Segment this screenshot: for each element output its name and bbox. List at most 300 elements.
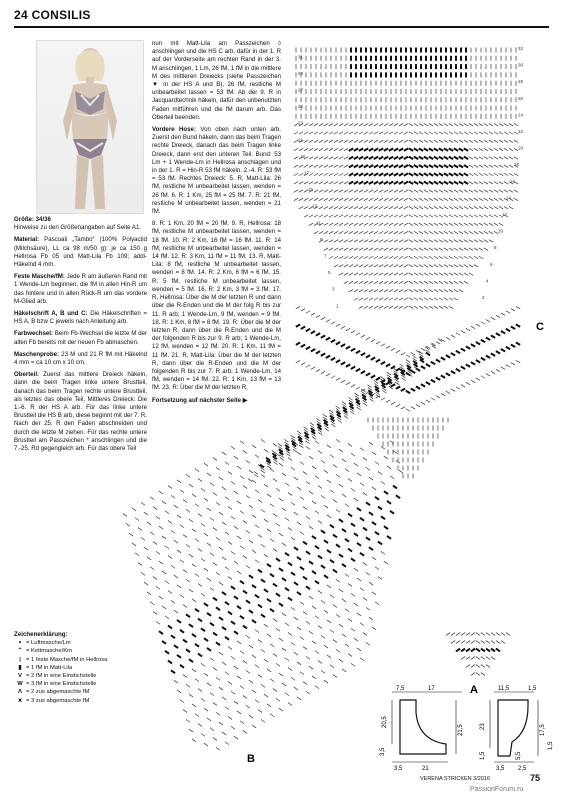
stitch-mark <box>358 181 363 185</box>
stitch-mark <box>129 533 133 536</box>
stitch-mark <box>281 577 286 582</box>
stitch-mark <box>153 612 157 615</box>
stitch-mark <box>192 529 196 532</box>
stitch-mark <box>489 240 493 243</box>
stitch-mark <box>305 438 309 441</box>
stitch-mark <box>459 215 463 218</box>
stitch-mark <box>389 231 393 234</box>
stitch-mark <box>335 544 340 549</box>
stitch-mark <box>252 480 256 483</box>
stitch-mark <box>494 198 498 201</box>
stitch-mark <box>374 289 378 292</box>
stitch-mark <box>299 182 303 185</box>
stitch-mark <box>393 181 398 185</box>
stitch-mark <box>454 273 458 276</box>
stitch-mark <box>264 659 268 662</box>
stitch-mark <box>466 328 470 331</box>
stitch-mark <box>351 628 355 631</box>
stitch-mark <box>484 173 488 176</box>
stitch-mark <box>366 467 370 470</box>
stitch-mark <box>246 495 250 498</box>
stitch-mark <box>499 190 503 193</box>
stitch-mark <box>409 215 413 218</box>
stitch-mark <box>285 518 289 521</box>
stitch-mark <box>304 430 308 433</box>
stitch-mark <box>450 72 452 77</box>
stitch-mark <box>320 334 325 338</box>
stitch-mark <box>344 273 348 276</box>
stitch-mark <box>405 64 407 69</box>
stitch-mark <box>438 164 443 168</box>
stitch-mark <box>495 332 500 336</box>
stitch-mark <box>291 467 295 470</box>
stitch-mark <box>195 679 199 682</box>
stitch-mark <box>318 486 322 489</box>
stitch-mark <box>403 181 408 185</box>
stitch-mark <box>370 56 372 61</box>
stitch-mark <box>465 72 467 77</box>
stitch-mark <box>500 348 505 352</box>
stitch-mark <box>418 156 423 160</box>
stitch-mark <box>439 265 443 268</box>
stitch-mark <box>393 156 398 160</box>
stitch-mark <box>390 56 392 61</box>
stitch-mark <box>433 147 438 151</box>
stitch-mark <box>197 653 202 658</box>
stitch-mark <box>374 248 378 251</box>
stitch-mark <box>339 240 343 243</box>
stitch-mark <box>414 265 418 268</box>
stitch-mark <box>420 383 425 387</box>
stitch-mark <box>174 610 178 613</box>
legend-item: ⩙ = 3 zus abgemaschte fM <box>14 697 154 705</box>
stitch-mark <box>365 372 370 376</box>
stitch-mark <box>360 623 364 626</box>
stitch-mark <box>353 181 358 185</box>
stitch-mark <box>359 298 363 301</box>
stitch-mark <box>366 337 370 340</box>
stitch-mark <box>276 663 280 666</box>
stitch-mark <box>496 641 500 644</box>
stitch-mark <box>319 123 323 126</box>
stitch-mark <box>359 223 363 226</box>
stitch-mark <box>336 579 340 582</box>
stitch-mark <box>374 531 379 536</box>
stitch-mark <box>404 248 408 251</box>
stitch-mark <box>419 273 423 276</box>
stitch-mark <box>179 664 184 669</box>
stitch-mark <box>489 215 493 218</box>
stitch-mark <box>378 156 383 160</box>
stitch-mark <box>434 190 438 193</box>
stitch-mark <box>383 147 388 151</box>
stitch-mark <box>355 48 357 53</box>
stitch-mark <box>509 123 513 126</box>
stitch-mark <box>378 472 382 475</box>
stitch-mark <box>198 584 202 587</box>
stitch-mark <box>395 56 397 61</box>
stitch-mark <box>416 404 420 407</box>
stitch-mark <box>465 648 470 653</box>
stitch-mark <box>395 48 397 53</box>
stitch-mark <box>304 165 308 168</box>
stitch-mark <box>421 348 425 351</box>
stitch-mark <box>301 363 305 366</box>
top-continued-paragraph: nun mit Matt-Lila am Passzeichen ◊ anschlingen und die HS C arb, dafür in der 1. R auf der Vorderseite am rechten Rand in der 3. M anschlingen, 1 Lm, 26 fM, 1 fM in die mittlere M des mittleren Dreiecks (siehe Passzeichen ▼ in der HS A und B), 26 fM, restliche M unbearbeitet lassen = 53 fM. Ab der 9. R in Jacquardtechnik häkeln, dafür den unbenutzten Faden mitführen und die fM darum arb. Das Oberteil beenden. <box>152 40 281 121</box>
stitch-mark <box>240 546 244 549</box>
stitch-mark <box>132 543 136 546</box>
stitch-mark <box>414 140 418 143</box>
row-number: 7 <box>324 253 327 259</box>
stitch-mark <box>341 326 345 329</box>
stitch-mark <box>288 458 292 461</box>
stitch-mark <box>371 521 376 526</box>
stitch-mark <box>276 523 280 526</box>
stitch-mark <box>368 546 373 551</box>
stitch-mark <box>183 500 187 503</box>
stitch-mark <box>463 181 468 185</box>
stitch-mark <box>383 172 388 176</box>
stitch-mark <box>354 248 358 251</box>
stitch-mark <box>246 530 250 533</box>
stitch-mark <box>251 584 256 589</box>
stitch-mark <box>354 198 358 201</box>
stitch-mark <box>399 198 403 201</box>
stitch-mark <box>375 72 377 77</box>
stitch-mark <box>324 470 328 473</box>
stitch-mark <box>389 132 393 135</box>
stitch-mark <box>341 528 346 533</box>
top-paragraph: Oberteil: Zuerst das mittlere Dreieck häkeln, dann die beim Tragen linke untere Brustteil, danach das beim Tragen rechte untere Brustteil, als letztes das obere Teil. Mittleres Dreieck: Die 1.-6. R der HS A arb. Für das linke untere Brustteil die HS B arb, diese beginnt mit der 7. R. Nach der 25. R den Faden abschneiden und durch die letzte M ziehen. Für das rechte untere Brustteil am Passzeichen * anschlingen und die 7.-25. Rd gegengleich arb. Für das obere Teil <box>14 371 147 453</box>
stitch-mark <box>489 182 493 185</box>
stitch-mark <box>309 198 313 201</box>
stitch-mark <box>461 385 465 388</box>
stitch-mark <box>364 265 368 268</box>
stitch-mark <box>444 132 448 135</box>
stitch-mark <box>506 311 510 314</box>
row-number: 27 <box>298 87 304 93</box>
stitch-mark <box>290 572 295 577</box>
stitch-mark <box>394 248 398 251</box>
stitch-mark <box>174 575 178 578</box>
stitch-mark <box>499 123 503 126</box>
stitch-mark <box>459 123 463 126</box>
stitch-mark <box>479 223 483 226</box>
stitch-mark <box>501 633 505 636</box>
stitch-mark <box>404 306 408 309</box>
stitch-mark <box>459 248 463 251</box>
stitch-mark <box>302 576 307 581</box>
row-number: 15 <box>308 187 314 193</box>
stitch-mark <box>450 56 452 61</box>
stitch-mark <box>331 376 335 379</box>
stitch-mark <box>297 431 301 434</box>
stitch-mark <box>449 256 453 259</box>
stitch-mark <box>379 206 383 209</box>
stitch-mark <box>384 248 388 251</box>
stitch-mark <box>349 265 353 268</box>
right-schematic <box>480 686 554 772</box>
stitch-mark <box>324 240 328 243</box>
stitch-mark <box>459 281 463 284</box>
stitch-mark <box>409 265 413 268</box>
stitch-mark <box>409 140 413 143</box>
stitch-mark <box>318 451 322 454</box>
stitch-mark <box>314 182 318 185</box>
stitch-mark <box>484 157 488 160</box>
stitch-mark <box>392 485 397 490</box>
stitch-mark <box>419 256 423 259</box>
stitch-mark <box>314 231 318 234</box>
stitch-mark <box>194 643 199 648</box>
stitch-mark <box>499 140 503 143</box>
stitch-mark <box>309 596 313 599</box>
stitch-mark <box>225 672 229 675</box>
stitch-mark <box>454 289 458 292</box>
stitch-mark <box>404 223 408 226</box>
stitch-mark <box>354 206 358 209</box>
stitch-mark <box>500 330 505 334</box>
stitch-mark <box>349 198 353 201</box>
stitch-mark <box>476 633 480 636</box>
stitch-mark <box>374 240 378 243</box>
stitch-mark <box>384 240 388 243</box>
stitch-mark <box>198 479 202 482</box>
stitch-mark <box>286 453 290 456</box>
svg-text:1,5: 1,5 <box>480 751 486 760</box>
stitch-mark <box>204 708 208 711</box>
stitch-mark <box>161 640 166 645</box>
stitch-mark <box>243 521 247 524</box>
stitch-mark <box>334 231 338 234</box>
stitch-mark <box>335 359 340 363</box>
stitch-mark <box>399 132 403 135</box>
stitch-mark <box>324 190 328 193</box>
stitch-mark <box>203 637 208 642</box>
stitch-mark <box>329 165 333 168</box>
stitch-mark <box>489 123 493 126</box>
stitch-mark <box>435 48 437 53</box>
stitch-mark <box>186 509 190 512</box>
stitch-mark <box>305 551 310 556</box>
stitch-mark <box>470 343 475 347</box>
stitch-mark <box>359 231 363 234</box>
stitch-mark <box>300 532 304 535</box>
stitch-mark <box>237 571 241 574</box>
stitch-mark <box>449 231 453 234</box>
stitch-mark <box>240 441 244 444</box>
stitch-mark <box>420 72 422 77</box>
stitch-mark <box>469 198 473 201</box>
stitch-mark <box>334 206 338 209</box>
stitch-mark <box>481 322 485 325</box>
continued-note: Fortsetzung auf nächster Seite ▶ <box>152 396 248 404</box>
stitch-mark <box>298 434 302 437</box>
stitch-mark <box>294 198 298 201</box>
stitch-mark <box>375 377 380 381</box>
stitch-mark <box>310 330 315 334</box>
stitch-mark <box>505 346 510 350</box>
stitch-mark <box>454 190 458 193</box>
stitch-mark <box>282 648 286 651</box>
stitch-mark <box>369 206 373 209</box>
stitch-mark <box>267 669 271 672</box>
stitch-mark <box>354 498 358 501</box>
stitch-mark <box>385 72 387 77</box>
stitch-mark <box>444 206 448 209</box>
stitch-mark <box>419 206 423 209</box>
stitch-mark <box>261 684 265 687</box>
stitch-mark <box>484 182 488 185</box>
stitch-mark <box>506 633 510 636</box>
stitch-mark <box>237 641 241 644</box>
stitch-mark <box>319 206 323 209</box>
stitch-mark <box>339 123 343 126</box>
stitch-mark <box>252 690 256 693</box>
stitch-mark <box>225 462 229 465</box>
stitch-mark <box>429 240 433 243</box>
stitch-mark <box>222 487 226 490</box>
stitch-mark <box>339 659 343 662</box>
stitch-mark <box>270 539 274 542</box>
stitch-mark <box>294 173 298 176</box>
row-number: 20 <box>518 145 524 151</box>
stitch-mark <box>368 181 373 185</box>
stitch-mark <box>405 390 410 394</box>
stitch-mark <box>309 182 313 185</box>
svg-text:3,5: 3,5 <box>380 747 386 756</box>
stitch-mark <box>466 641 470 644</box>
material-paragraph: Material: Pascuali „Tambo“ (100% Polyactid (Milchsäure), LL ca 98 m/50 g): je ca 150 g Hellrosa Fb 05 und Matt-Lila Fb 109; addi-Häkelnd 4 mm. <box>14 236 147 269</box>
stitch-mark <box>243 486 247 489</box>
stitch-mark <box>504 206 508 209</box>
stitch-mark <box>385 64 387 69</box>
stitch-mark <box>399 273 403 276</box>
stitch-mark <box>436 396 440 399</box>
stitch-mark <box>374 265 378 268</box>
increase-three-icon: W <box>17 681 23 688</box>
legend-item: ⌃ = Kettmasche/Km <box>14 647 154 655</box>
stitch-mark <box>380 72 382 77</box>
stitch-mark <box>269 608 274 613</box>
stitch-mark <box>386 500 391 505</box>
svg-text:1,5: 1,5 <box>548 741 554 750</box>
stitch-mark <box>476 657 480 660</box>
stitch-mark <box>329 223 333 226</box>
stitch-mark <box>329 248 333 251</box>
stitch-mark <box>239 615 244 620</box>
stitch-mark <box>389 298 393 301</box>
stitch-mark <box>339 589 343 592</box>
stitch-mark <box>379 289 383 292</box>
stitch-mark <box>424 289 428 292</box>
left-schematic <box>380 686 464 772</box>
stitch-mark <box>353 147 358 151</box>
stitch-mark <box>516 306 520 309</box>
stitch-mark <box>349 281 353 284</box>
stitch-mark <box>349 206 353 209</box>
stitch-mark <box>210 693 214 696</box>
stitch-mark <box>350 48 352 53</box>
stitch-mark <box>419 289 423 292</box>
stitch-mark <box>344 231 348 234</box>
svg-text:21: 21 <box>422 766 429 772</box>
stitch-mark <box>414 306 418 309</box>
stitch-mark <box>509 206 513 209</box>
stitch-mark <box>372 557 376 560</box>
stitch-mark <box>192 669 196 672</box>
stitch-mark <box>363 181 368 185</box>
stitch-mark <box>384 123 388 126</box>
stitch-mark <box>389 281 393 284</box>
svg-text:5,5: 5,5 <box>516 751 522 760</box>
stitch-mark <box>324 231 328 234</box>
stitch-mark <box>374 383 378 386</box>
legend-item: ▮ = 1 fM in Matt-Lila <box>14 664 154 672</box>
stitch-mark <box>471 657 475 660</box>
stitch-mark <box>466 633 470 636</box>
stitch-mark <box>359 206 363 209</box>
stitch-mark <box>348 654 352 657</box>
stitch-mark <box>349 132 353 135</box>
size-paragraph: Größe: 34/36 Hinweise zu den Größenangaben auf Seite A1. <box>14 216 142 232</box>
stitch-mark <box>365 72 367 77</box>
stitch-mark <box>246 565 250 568</box>
stitch-mark <box>311 570 316 575</box>
stitch-mark <box>273 479 277 482</box>
stitch-mark <box>479 182 483 185</box>
stitch-mark <box>228 542 232 545</box>
stitch-mark <box>455 350 460 354</box>
stitch-mark <box>514 140 518 143</box>
stitch-mark <box>336 378 340 381</box>
stitch-mark <box>499 223 503 226</box>
stitch-mark <box>413 358 417 361</box>
stitch-mark <box>399 248 403 251</box>
stitch-mark <box>333 465 337 468</box>
stitch-mark <box>297 452 301 455</box>
stitch-mark <box>444 240 448 243</box>
stitch-mark <box>324 165 328 168</box>
stitch-mark <box>369 223 373 226</box>
stitch-mark <box>428 181 433 185</box>
stitch-mark <box>279 533 283 536</box>
stitch-mark <box>359 248 363 251</box>
stitch-mark <box>376 342 380 345</box>
stitch-mark <box>406 355 410 358</box>
stitch-mark <box>309 491 313 494</box>
stitch-mark <box>420 365 425 369</box>
stitch-mark <box>354 289 358 292</box>
stitch-mark <box>434 306 438 309</box>
stitch-mark <box>207 578 211 581</box>
row-number: 21 <box>298 137 304 143</box>
stitch-mark <box>324 248 328 251</box>
stitch-mark <box>234 456 238 459</box>
stitch-mark <box>310 425 314 428</box>
stitch-mark <box>336 509 340 512</box>
stitch-mark <box>384 273 388 276</box>
stitch-mark <box>439 298 443 301</box>
stitch-mark <box>438 156 443 160</box>
stitch-mark <box>323 574 328 579</box>
stitch-mark <box>234 701 238 704</box>
stitch-mark <box>388 172 393 176</box>
stitch-mark <box>479 231 483 234</box>
stitch-mark <box>384 206 388 209</box>
stitch-mark <box>449 140 453 143</box>
stitch-mark <box>454 298 458 301</box>
